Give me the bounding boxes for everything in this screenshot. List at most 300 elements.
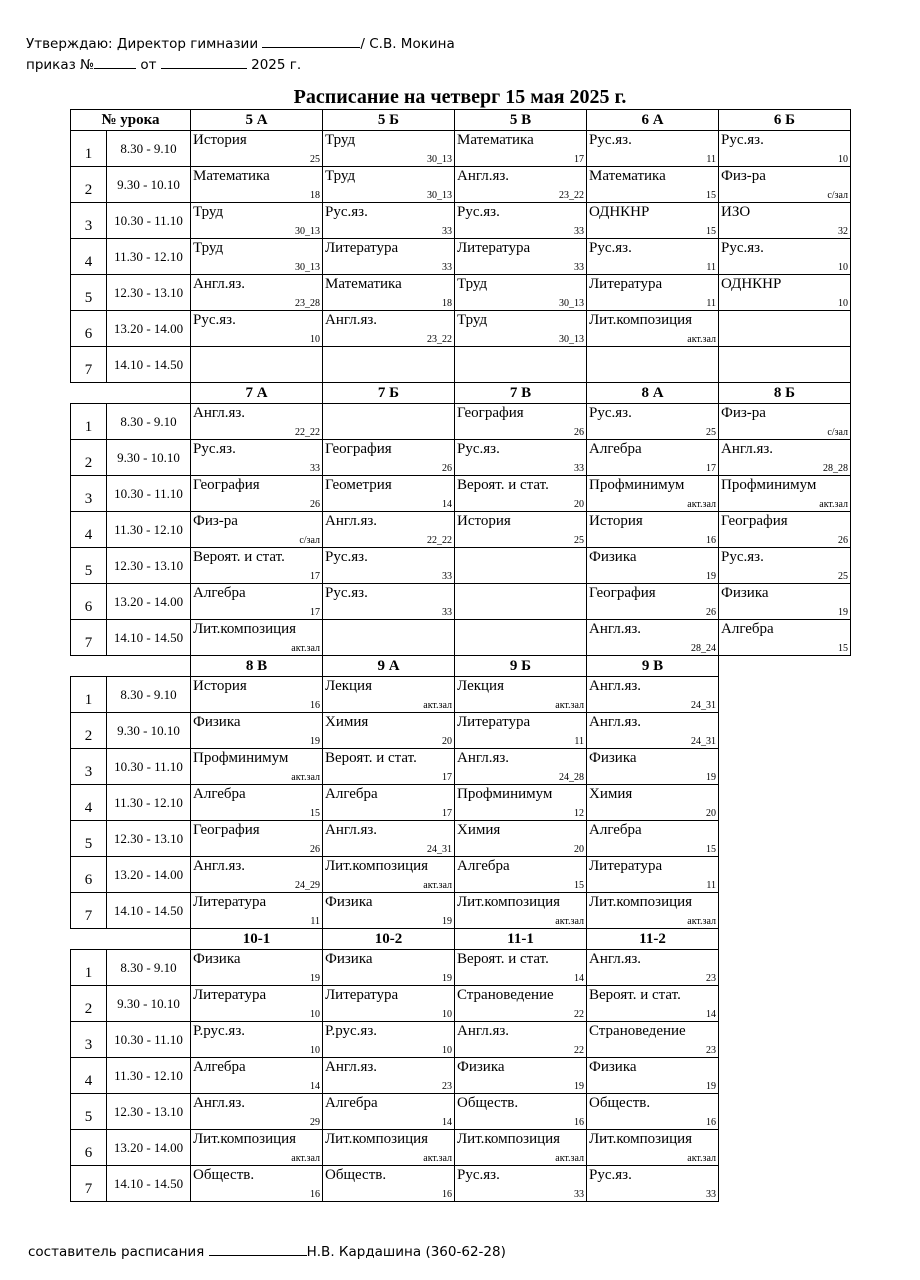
schedule-cell <box>587 239 719 275</box>
subject-name: Англ.яз. <box>457 1023 510 1039</box>
subject-name: Физика <box>325 894 373 910</box>
schedule-cell <box>719 167 851 203</box>
room-number: 19 <box>706 772 716 783</box>
lesson-row <box>71 821 851 857</box>
schedule-cell <box>455 893 587 929</box>
subject-name: География <box>193 822 260 838</box>
subject-name: Труд <box>457 276 488 292</box>
subject-name: Вероят. и стат. <box>457 477 549 493</box>
schedule-cell <box>587 584 719 620</box>
lesson-row <box>71 1130 851 1166</box>
subject-name: Литература <box>193 894 267 910</box>
lesson-row <box>71 512 851 548</box>
schedule-cell <box>455 239 587 275</box>
blank-header-cell <box>71 383 191 404</box>
lesson-time: 11.30 - 12.10 <box>107 512 191 548</box>
subject-name: Труд <box>325 132 356 148</box>
subject-name: ОДНКНР <box>721 276 782 292</box>
empty-space <box>719 749 851 785</box>
compiler-name: Н.В. Кардашина (360-62-28) <box>306 1244 506 1260</box>
room-number: 19 <box>310 736 320 747</box>
room-number: 26 <box>442 463 452 474</box>
lesson-time: 12.30 - 13.10 <box>107 1094 191 1130</box>
subject-name: Алгебра <box>457 858 510 874</box>
schedule-cell <box>191 893 323 929</box>
room-number: 28_28 <box>823 463 848 474</box>
lesson-number: 6 <box>71 1130 107 1166</box>
subject-name: Физика <box>589 549 637 565</box>
schedule-cell <box>323 1166 455 1202</box>
schedule-cell <box>323 785 455 821</box>
subject-name: Рус.яз. <box>589 405 632 421</box>
room-number: 15 <box>706 190 716 201</box>
empty-space <box>719 821 851 857</box>
empty-space <box>719 893 851 929</box>
room-number: 25 <box>706 427 716 438</box>
class-header: 8 Б <box>719 383 851 404</box>
schedule-cell <box>191 239 323 275</box>
lesson-time: 14.10 - 14.50 <box>107 347 191 383</box>
lesson-number: 5 <box>71 1094 107 1130</box>
class-header: 5 Б <box>323 110 455 131</box>
schedule-cell <box>191 986 323 1022</box>
schedule-cell <box>587 404 719 440</box>
schedule-table <box>70 109 851 1202</box>
room-number: акт.зал <box>291 643 320 654</box>
room-number: 10 <box>838 154 848 165</box>
schedule-cell <box>323 548 455 584</box>
room-number: 29 <box>310 1117 320 1128</box>
room-number: акт.зал <box>423 1153 452 1164</box>
room-number: 17 <box>706 463 716 474</box>
empty-space <box>719 857 851 893</box>
lesson-row <box>71 677 851 713</box>
room-number: 16 <box>706 1117 716 1128</box>
subject-name: Рус.яз. <box>457 204 500 220</box>
schedule-cell <box>719 512 851 548</box>
lesson-time: 10.30 - 11.10 <box>107 203 191 239</box>
subject-name: Лит.композиция <box>457 1131 561 1147</box>
room-number: 26 <box>838 535 848 546</box>
lesson-time: 9.30 - 10.10 <box>107 167 191 203</box>
schedule-cell <box>455 584 587 620</box>
schedule-cell <box>191 677 323 713</box>
subject-name: Профминимум <box>457 786 553 802</box>
schedule-cell <box>191 476 323 512</box>
room-number: 10 <box>310 1045 320 1056</box>
room-number: 30_13 <box>295 226 320 237</box>
room-number: 30_13 <box>559 298 584 309</box>
room-number: 19 <box>706 571 716 582</box>
schedule-cell <box>455 476 587 512</box>
room-number: 16 <box>310 700 320 711</box>
class-header: 5 В <box>455 110 587 131</box>
signature-blank <box>262 35 360 48</box>
subject-name: Англ.яз. <box>325 312 378 328</box>
schedule-cell <box>719 239 851 275</box>
lesson-time: 12.30 - 13.10 <box>107 548 191 584</box>
room-number: 20 <box>574 844 584 855</box>
subject-name: Физ-ра <box>721 168 766 184</box>
lesson-number: 7 <box>71 1166 107 1202</box>
room-number: 23_22 <box>427 334 452 345</box>
subject-name: Англ.яз. <box>457 750 510 766</box>
schedule-cell <box>191 275 323 311</box>
schedule-cell <box>191 857 323 893</box>
page-title: Расписание на четверг 15 мая 2025 г. <box>293 86 627 108</box>
room-number: 17 <box>574 154 584 165</box>
room-number: акт.зал <box>423 700 452 711</box>
class-header-row <box>71 383 851 404</box>
subject-name: Труд <box>457 312 488 328</box>
schedule-cell <box>191 620 323 656</box>
subject-name: Физика <box>193 951 241 967</box>
approval-line <box>26 35 455 53</box>
subject-name: ИЗО <box>721 204 751 220</box>
lesson-number: 1 <box>71 950 107 986</box>
lesson-time: 12.30 - 13.10 <box>107 821 191 857</box>
room-number: 18 <box>310 190 320 201</box>
schedule-cell <box>323 1094 455 1130</box>
lesson-number: 7 <box>71 620 107 656</box>
room-number: 14 <box>310 1081 320 1092</box>
room-number: 10 <box>310 1009 320 1020</box>
schedule-cell <box>323 512 455 548</box>
schedule-cell <box>191 1166 323 1202</box>
room-number: 20 <box>574 499 584 510</box>
class-header: 7 В <box>455 383 587 404</box>
schedule-cell <box>719 347 851 383</box>
lesson-row <box>71 203 851 239</box>
lesson-row <box>71 548 851 584</box>
subject-name: Литература <box>193 987 267 1003</box>
schedule-cell <box>455 167 587 203</box>
lesson-number: 2 <box>71 986 107 1022</box>
room-number: 19 <box>706 1081 716 1092</box>
lesson-number: 5 <box>71 821 107 857</box>
lesson-time: 11.30 - 12.10 <box>107 785 191 821</box>
room-number: акт.зал <box>819 499 848 510</box>
schedule-cell <box>323 857 455 893</box>
schedule-cell <box>455 548 587 584</box>
subject-name: Лит.композиция <box>589 312 693 328</box>
schedule-cell <box>719 440 851 476</box>
schedule-cell <box>587 311 719 347</box>
subject-name: Физика <box>193 714 241 730</box>
schedule-cell <box>323 131 455 167</box>
room-number: 26 <box>310 844 320 855</box>
schedule-cell <box>191 821 323 857</box>
subject-name: Вероят. и стат. <box>457 951 549 967</box>
schedule-cell <box>323 476 455 512</box>
room-number: 26 <box>310 499 320 510</box>
subject-name: Литература <box>589 858 663 874</box>
lesson-number: 4 <box>71 239 107 275</box>
schedule-cell <box>587 950 719 986</box>
schedule-cell <box>455 713 587 749</box>
class-header-row <box>71 929 851 950</box>
subject-name: Вероят. и стат. <box>325 750 417 766</box>
lesson-number: 7 <box>71 893 107 929</box>
lesson-time: 14.10 - 14.50 <box>107 1166 191 1202</box>
schedule-cell <box>323 1130 455 1166</box>
room-number: с/зал <box>827 427 848 438</box>
class-header: 7 А <box>191 383 323 404</box>
blank-header-cell <box>71 929 191 950</box>
lesson-number: 5 <box>71 275 107 311</box>
subject-name: Р.рус.яз. <box>193 1023 246 1039</box>
schedule-cell <box>323 749 455 785</box>
subject-name: История <box>193 132 247 148</box>
lesson-time: 13.20 - 14.00 <box>107 584 191 620</box>
schedule-cell <box>455 275 587 311</box>
class-header: 11-1 <box>455 929 587 950</box>
schedule-cell <box>455 677 587 713</box>
room-number: 16 <box>310 1189 320 1200</box>
room-number: 20 <box>706 808 716 819</box>
schedule-cell <box>455 512 587 548</box>
approval-label: Утверждаю: Директор гимназии <box>26 36 259 52</box>
subject-name: Рус.яз. <box>721 549 764 565</box>
subject-name: География <box>193 477 260 493</box>
room-number: акт.зал <box>687 916 716 927</box>
lesson-time: 8.30 - 9.10 <box>107 677 191 713</box>
room-number: 24_31 <box>427 844 452 855</box>
room-number: 33 <box>442 571 452 582</box>
schedule-cell <box>719 311 851 347</box>
schedule-cell <box>323 821 455 857</box>
subject-name: История <box>589 513 643 529</box>
subject-name: Алгебра <box>193 1059 246 1075</box>
subject-name: История <box>193 678 247 694</box>
schedule-cell <box>191 440 323 476</box>
class-header: 6 Б <box>719 110 851 131</box>
class-header: 9 А <box>323 656 455 677</box>
room-number: акт.зал <box>291 772 320 783</box>
lesson-row <box>71 476 851 512</box>
room-number: 16 <box>442 1189 452 1200</box>
schedule-cell <box>587 131 719 167</box>
schedule-cell <box>719 203 851 239</box>
order-label: приказ № <box>26 57 95 73</box>
lesson-row <box>71 404 851 440</box>
schedule-cell <box>323 986 455 1022</box>
lesson-time: 9.30 - 10.10 <box>107 440 191 476</box>
subject-name: Труд <box>193 240 224 256</box>
lesson-time: 13.20 - 14.00 <box>107 311 191 347</box>
subject-name: Профминимум <box>721 477 817 493</box>
room-number: 33 <box>574 463 584 474</box>
room-number: 15 <box>706 226 716 237</box>
class-header: 8 А <box>587 383 719 404</box>
room-number: 14 <box>442 499 452 510</box>
lesson-number: 3 <box>71 749 107 785</box>
room-number: 23_28 <box>295 298 320 309</box>
subject-name: Математика <box>325 276 402 292</box>
lesson-time: 9.30 - 10.10 <box>107 713 191 749</box>
schedule-cell <box>587 1166 719 1202</box>
subject-name: Англ.яз. <box>193 276 246 292</box>
lesson-number: 2 <box>71 167 107 203</box>
schedule-cell <box>587 548 719 584</box>
schedule-cell <box>191 347 323 383</box>
subject-name: Вероят. и стат. <box>193 549 285 565</box>
schedule-cell <box>719 275 851 311</box>
schedule-cell <box>587 713 719 749</box>
lesson-number: 1 <box>71 677 107 713</box>
schedule-cell <box>191 167 323 203</box>
subject-name: Физ-ра <box>193 513 238 529</box>
class-header: 10-2 <box>323 929 455 950</box>
schedule-cell <box>323 1022 455 1058</box>
room-number: 16 <box>574 1117 584 1128</box>
lesson-row <box>71 713 851 749</box>
room-number: 11 <box>706 880 716 891</box>
room-number: 25 <box>574 535 584 546</box>
schedule-cell <box>455 620 587 656</box>
schedule-cell <box>191 1130 323 1166</box>
subject-name: Физика <box>589 1059 637 1075</box>
lesson-time: 8.30 - 9.10 <box>107 404 191 440</box>
schedule-cell <box>587 512 719 548</box>
room-number: 22 <box>574 1009 584 1020</box>
empty-space <box>719 656 851 677</box>
schedule-cell <box>323 167 455 203</box>
room-number: акт.зал <box>687 1153 716 1164</box>
subject-name: Алгебра <box>721 621 774 637</box>
lesson-time: 10.30 - 11.10 <box>107 1022 191 1058</box>
subject-name: Алгебра <box>193 585 246 601</box>
schedule-cell <box>719 584 851 620</box>
room-number: 25 <box>838 571 848 582</box>
schedule-cell <box>323 893 455 929</box>
room-number: 15 <box>838 643 848 654</box>
room-number: акт.зал <box>555 916 584 927</box>
subject-name: Физика <box>721 585 769 601</box>
director-name: / С.В. Мокина <box>360 36 455 52</box>
subject-name: Англ.яз. <box>193 1095 246 1111</box>
schedule-cell <box>587 857 719 893</box>
subject-name: Лит.композиция <box>193 621 297 637</box>
subject-name: Англ.яз. <box>589 678 642 694</box>
subject-name: Профминимум <box>193 750 289 766</box>
schedule-cell <box>455 950 587 986</box>
schedule-cell <box>191 404 323 440</box>
subject-name: Англ.яз. <box>193 858 246 874</box>
room-number: акт.зал <box>291 1153 320 1164</box>
empty-space <box>719 950 851 986</box>
empty-space <box>719 929 851 950</box>
schedule-cell <box>719 476 851 512</box>
subject-name: Математика <box>457 132 534 148</box>
subject-name: Лит.композиция <box>325 1131 429 1147</box>
order-date-blank <box>161 56 247 69</box>
schedule-cell <box>455 1166 587 1202</box>
subject-name: Лит.композиция <box>589 894 693 910</box>
subject-name: Профминимум <box>589 477 685 493</box>
lesson-number: 6 <box>71 584 107 620</box>
lesson-row <box>71 986 851 1022</box>
room-number: 15 <box>310 808 320 819</box>
subject-name: Лекция <box>457 678 504 694</box>
schedule-cell <box>323 713 455 749</box>
subject-name: Лит.композиция <box>589 1131 693 1147</box>
subject-name: Литература <box>457 240 531 256</box>
schedule-cell <box>323 620 455 656</box>
room-number: 24_31 <box>691 700 716 711</box>
schedule-cell <box>323 239 455 275</box>
subject-name: Рус.яз. <box>589 132 632 148</box>
schedule-cell <box>587 785 719 821</box>
room-number: 23 <box>706 1045 716 1056</box>
room-number: 10 <box>310 334 320 345</box>
schedule-cell <box>191 584 323 620</box>
room-number: 33 <box>574 226 584 237</box>
subject-name: Труд <box>193 204 224 220</box>
empty-space <box>719 785 851 821</box>
room-number: с/зал <box>827 190 848 201</box>
schedule-cell <box>587 440 719 476</box>
lesson-time: 8.30 - 9.10 <box>107 131 191 167</box>
schedule-cell <box>191 311 323 347</box>
room-number: 17 <box>310 607 320 618</box>
schedule-cell <box>587 1130 719 1166</box>
room-number: 30_13 <box>559 334 584 345</box>
lesson-number: 4 <box>71 512 107 548</box>
schedule-cell <box>455 404 587 440</box>
room-number: 22_22 <box>295 427 320 438</box>
room-number: 19 <box>838 607 848 618</box>
footer <box>28 1243 506 1260</box>
room-number: 32 <box>838 226 848 237</box>
room-number: 24_29 <box>295 880 320 891</box>
lesson-row <box>71 857 851 893</box>
subject-name: Литература <box>457 714 531 730</box>
lesson-row <box>71 893 851 929</box>
schedule-cell <box>455 203 587 239</box>
lesson-number: 6 <box>71 311 107 347</box>
schedule-cell <box>323 584 455 620</box>
class-header: 6 А <box>587 110 719 131</box>
room-number: 33 <box>442 262 452 273</box>
room-number: 12 <box>574 808 584 819</box>
class-header: 10-1 <box>191 929 323 950</box>
lesson-time: 11.30 - 12.10 <box>107 1058 191 1094</box>
lesson-number: 4 <box>71 785 107 821</box>
schedule-cell <box>719 131 851 167</box>
room-number: 11 <box>706 262 716 273</box>
lesson-time: 11.30 - 12.10 <box>107 239 191 275</box>
room-number: 16 <box>706 535 716 546</box>
room-number: акт.зал <box>687 499 716 510</box>
schedule-cell <box>455 1094 587 1130</box>
lesson-number: 2 <box>71 440 107 476</box>
subject-name: География <box>457 405 524 421</box>
schedule-cell <box>455 440 587 476</box>
subject-name: Рус.яз. <box>193 312 236 328</box>
subject-name: Обществ. <box>193 1167 255 1183</box>
room-number: 11 <box>706 154 716 165</box>
lesson-number: 5 <box>71 548 107 584</box>
subject-name: Рус.яз. <box>325 204 368 220</box>
schedule-cell <box>587 476 719 512</box>
room-number: 19 <box>442 973 452 984</box>
subject-name: Страноведение <box>589 1023 686 1039</box>
room-number: 11 <box>310 916 320 927</box>
schedule-cell <box>323 677 455 713</box>
subject-name: Математика <box>589 168 666 184</box>
room-number: 20 <box>442 736 452 747</box>
